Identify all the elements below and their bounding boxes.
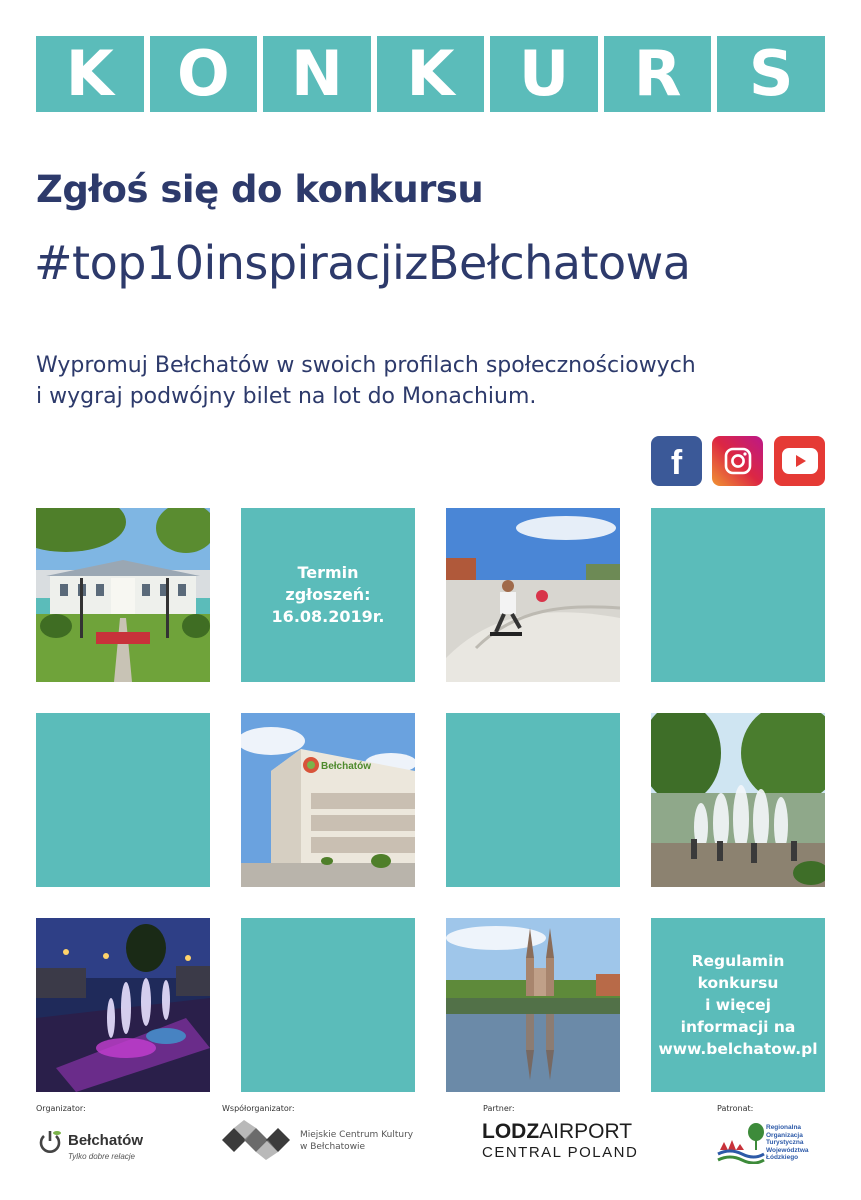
- building-sign: Bełchatów: [321, 761, 372, 772]
- coorganizer-label: Współorganizator:: [222, 1104, 295, 1113]
- description: [36, 350, 696, 412]
- partner-airport: AIRPORT: [539, 1120, 633, 1143]
- coorganizer-line2: w Bełchatowie: [300, 1142, 366, 1152]
- patron-line: Regionalna: [766, 1124, 802, 1131]
- patron-line: Turystyczna: [766, 1139, 804, 1146]
- title-letter: U: [490, 36, 598, 112]
- youtube-glyph: [781, 447, 819, 475]
- hashtag: #top10inspiracjizBełchatowa: [34, 236, 691, 290]
- rules-info-tile[interactable]: [651, 918, 825, 1092]
- title-letter: K: [36, 36, 144, 112]
- mck-logo-icon: [222, 1120, 292, 1160]
- instagram-glyph: [723, 446, 753, 476]
- title-letter: N: [263, 36, 371, 112]
- teal-tile: [446, 713, 620, 887]
- instagram-icon[interactable]: [712, 436, 763, 486]
- coorganizer-line1: Miejskie Centrum Kultury: [300, 1130, 414, 1140]
- photo-building: [241, 713, 415, 887]
- patron-line: Łódzkiego: [766, 1154, 799, 1161]
- partner-line2: CENTRAL POLAND: [482, 1144, 639, 1161]
- partner-logo: [482, 1120, 652, 1168]
- organizer-tagline: Tylko dobre relacje: [68, 1152, 135, 1161]
- patron-label: Patronat:: [717, 1104, 754, 1113]
- partner-lodz: LODZ: [482, 1120, 540, 1143]
- power-icon: [36, 1128, 64, 1156]
- organizer-logo: [36, 1126, 166, 1166]
- organizer-label: Organizator:: [36, 1104, 86, 1113]
- patron-line: Organizacja: [766, 1131, 803, 1139]
- youtube-icon[interactable]: [774, 436, 825, 486]
- teal-tile: [241, 918, 415, 1092]
- facebook-glyph: f: [670, 444, 683, 482]
- title-letter: O: [150, 36, 258, 112]
- title-letter: R: [604, 36, 712, 112]
- photo-church-reflection: [446, 918, 620, 1092]
- patron-logo: [716, 1120, 836, 1168]
- description-line: Wypromuj Bełchatów w swoich profilach społecznościowych: [36, 353, 696, 378]
- photo-skatepark: [446, 508, 620, 682]
- headline: Zgłoś się do konkursu: [36, 168, 484, 211]
- teal-tile: [651, 508, 825, 682]
- facebook-icon[interactable]: [651, 436, 702, 486]
- photo-fountain-park: [651, 713, 825, 887]
- photo-palace: [36, 508, 210, 682]
- title-letter: S: [717, 36, 825, 112]
- description-line: i wygraj podwójny bilet na lot do Monachium.: [36, 384, 537, 409]
- contest-title-banner: [36, 36, 825, 112]
- title-letter: K: [377, 36, 485, 112]
- rot-logo-icon: [716, 1120, 766, 1164]
- partner-label: Partner:: [483, 1104, 515, 1113]
- organizer-name: Bełchatów: [68, 1132, 144, 1149]
- deadline-text: Termin zgłoszeń: 16.08.2019r.: [271, 563, 385, 626]
- coorganizer-logo: [222, 1120, 422, 1164]
- deadline-tile: [241, 508, 415, 682]
- photo-night-fountain: [36, 918, 210, 1092]
- teal-tile: [36, 713, 210, 887]
- patron-line: Województwa: [766, 1146, 809, 1154]
- rules-info-text: Regulamin konkursu i więcej informacji na www.belchatow.pl: [658, 952, 818, 1058]
